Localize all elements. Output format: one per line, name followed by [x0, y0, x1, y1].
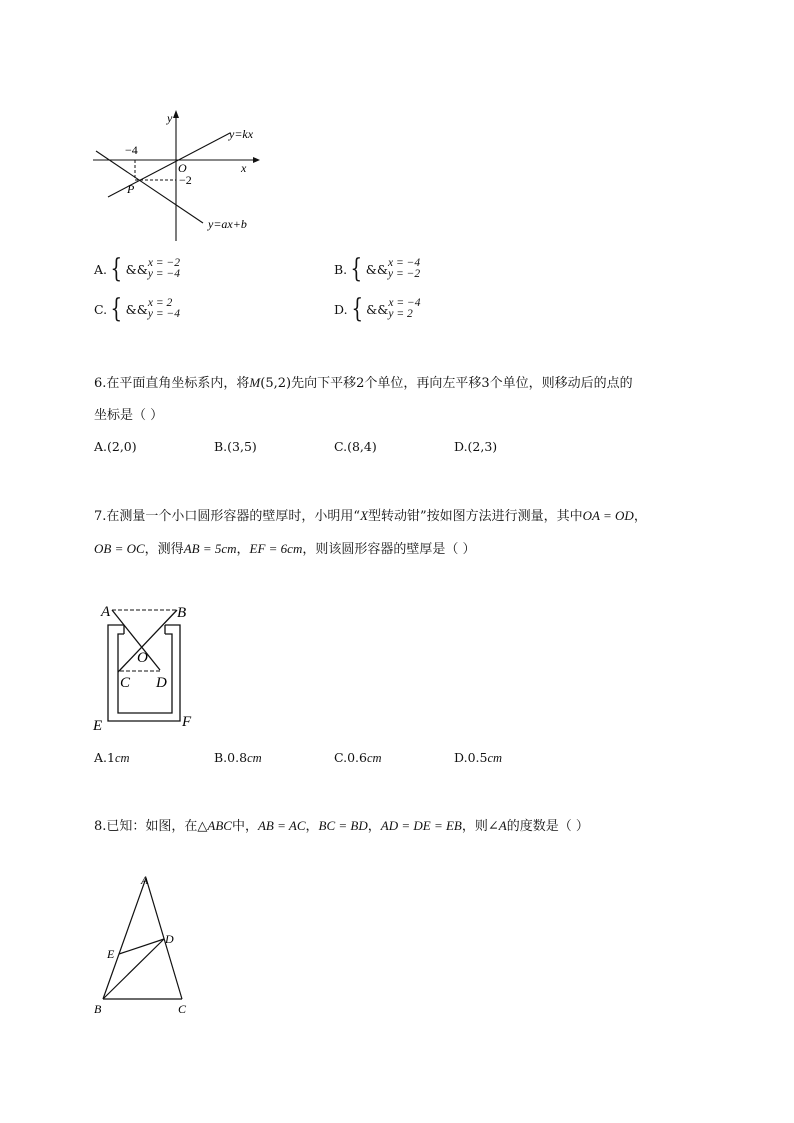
caliper-arm-bc: [120, 610, 177, 670]
label-b: B: [177, 605, 187, 621]
q6-option-b[interactable]: B.(3,5): [214, 439, 257, 454]
q6-stem-line2: 坐标是（ ）: [94, 408, 164, 423]
q5-option-d[interactable]: D. { && x = −4 y = 2: [334, 294, 421, 324]
x-tick-label: −4: [125, 143, 138, 157]
line1-label: y=kx: [229, 127, 254, 141]
label-a: A: [141, 873, 149, 887]
q7-stem-line1: 7.在测量一个小口圆形容器的壁厚时，小明用“X型转动钳”按如图方法进行测量，其中OA = OD，: [94, 508, 647, 524]
q7-caliper-figure: [88, 598, 218, 738]
label-e: E: [107, 947, 115, 961]
q6-stem-line1: 6.在平面直角坐标系内，将M(5,2)先向下平移2个单位，再向左平移3个单位，则移动后的点的: [94, 375, 633, 391]
q5-option-a[interactable]: A. { && x = −2 y = −4: [94, 254, 180, 284]
q7-option-b[interactable]: B.0.8cm: [214, 750, 262, 765]
q7-stem-line2: OB = OC，测得AB = 5cm，EF = 6cm，则该圆形容器的壁厚是（ ）: [94, 541, 476, 557]
label-a: A: [101, 604, 111, 620]
label-d: D: [156, 675, 167, 691]
q5-coordinate-figure: [88, 108, 278, 248]
x-axis-arrow-icon: [253, 157, 260, 163]
q5-option-c[interactable]: C. { && x = 2 y = −4: [94, 294, 181, 324]
label-f: F: [182, 714, 192, 730]
point-p-label: P: [127, 182, 135, 196]
label-e: E: [93, 718, 103, 734]
q6-option-a[interactable]: A.(2,0): [94, 439, 137, 454]
label-d: D: [165, 932, 174, 946]
label-c: C: [120, 675, 131, 691]
line-y-ax-b: [96, 151, 203, 223]
container-outer: [108, 625, 180, 721]
container-inner: [118, 634, 172, 713]
q5-option-b[interactable]: B. { && x = −4 y = −2: [334, 254, 421, 284]
y-axis-arrow-icon: [173, 110, 179, 118]
q7-option-a[interactable]: A.1cm: [94, 750, 130, 765]
line2-label: y=ax+b: [208, 217, 247, 231]
label-c: C: [178, 1002, 187, 1016]
label-b: B: [94, 1002, 102, 1016]
origin-label: O: [178, 161, 187, 175]
q7-option-c[interactable]: C.0.6cm: [334, 750, 382, 765]
q6-option-c[interactable]: C.(8,4): [334, 439, 377, 454]
y-tick-label: −2: [179, 173, 192, 187]
side-ac: [146, 878, 182, 999]
segment-de: [119, 939, 164, 954]
side-ab: [103, 878, 146, 999]
q7-option-d[interactable]: D.0.5cm: [454, 750, 503, 765]
y-axis-label: y: [167, 111, 173, 125]
q8-triangle-figure: [88, 870, 203, 1020]
q6-option-d[interactable]: D.(2,3): [454, 439, 498, 454]
q8-stem: 8.已知：如图，在△ABC中，AB = AC，BC = BD，AD = DE = EB，则∠A的度数是（ ）: [94, 818, 589, 834]
caliper-arm-ad: [112, 610, 160, 670]
x-axis-label: x: [241, 161, 247, 175]
label-o: O: [137, 650, 148, 666]
